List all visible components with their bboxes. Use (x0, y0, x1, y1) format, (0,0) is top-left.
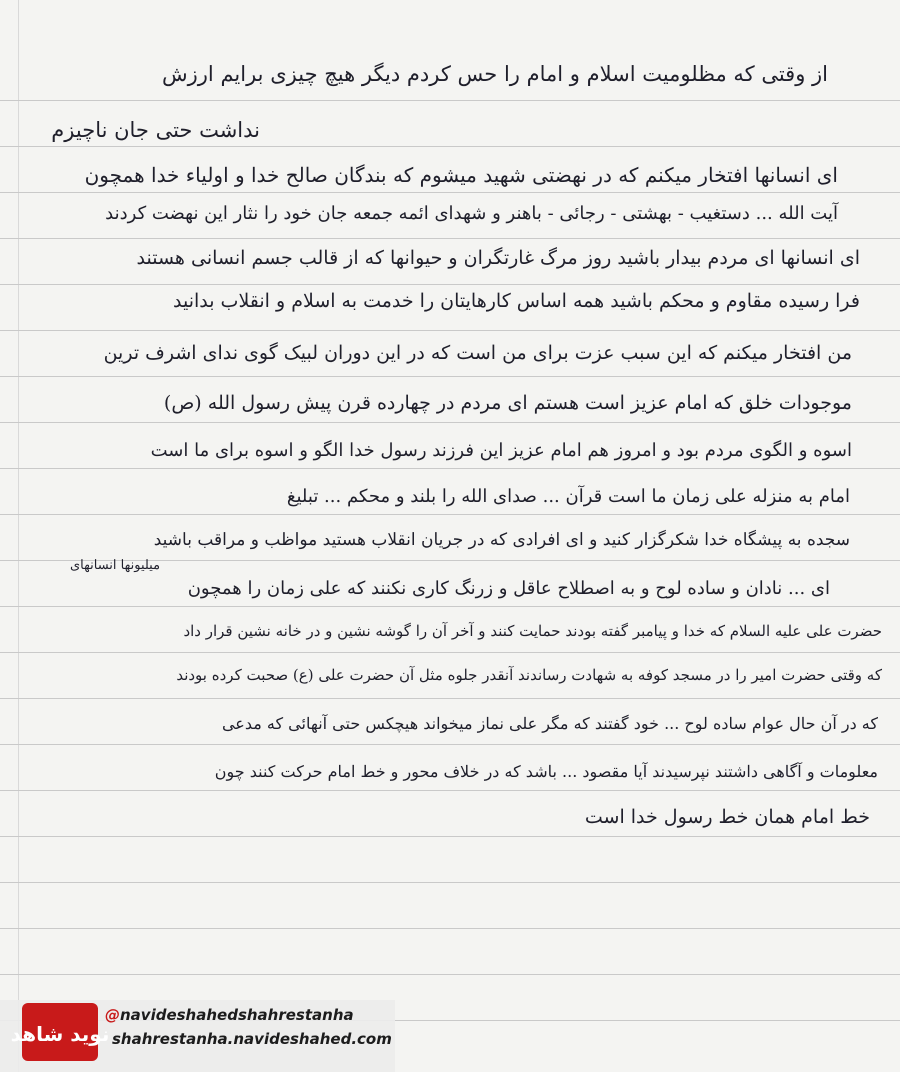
ruled-line (0, 330, 900, 331)
ruled-line (0, 468, 900, 469)
text-line-8: موجودات خلق که امام عزیز است هستم ای مردم در چهارده قرن پیش رسول الله (ص) (163, 392, 852, 414)
text-line-2: نداشت حتی جان ناچیزم (51, 118, 260, 142)
text-line-7: من افتخار میکنم که این سبب عزت برای من است که در این دوران لبیک گوی ندای اشرف ترین (103, 342, 852, 364)
handle-text: navideshahedshahrestanha (120, 1006, 354, 1024)
ruled-line (0, 514, 900, 515)
ruled-line (0, 146, 900, 147)
ruled-line (0, 376, 900, 377)
ruled-line (0, 284, 900, 285)
logo-text: نوید شاهد (10, 1022, 110, 1046)
text-line-1: از وقتی که مظلومیت اسلام و امام را حس کردم دیگر هیچ چیزی برایم ارزش (162, 62, 828, 86)
ruled-line (0, 744, 900, 745)
navideshahed-logo (10, 997, 110, 1061)
website-url: shahrestanha.navideshahed.com (112, 1030, 392, 1048)
text-line-10: امام به منزله علی زمان ما است قرآن ... صدای الله را بلند و محکم ... تبلیغ (286, 486, 850, 507)
ruled-line (0, 928, 900, 929)
text-line-14: که وقتی حضرت امیر را در مسجد کوفه به شهادت رساندند آنقدر جلوه مثل آن حضرت علی (ع) صحبت کرده بودند (176, 666, 882, 684)
text-line-12: ای ... نادان و ساده لوح و به اصطلاح عاقل و زرنگ کاری نکنند که علی زمان را همچون (187, 578, 830, 599)
text-line-13: حضرت علی علیه السلام که خدا و پیامبر گفته بودند حمایت کنند و آخر آن را گوشه نشین و در خانه نشین قرار داد (183, 622, 882, 640)
ruled-line (0, 652, 900, 653)
ruled-line (0, 100, 900, 101)
ruled-line (0, 790, 900, 791)
text-line-11: سجده به پیشگاه خدا شکرگزار کنید و ای افرادی که در جریان انقلاب هستید مواظب و مراقب باشید (153, 530, 850, 550)
ruled-line (0, 606, 900, 607)
text-line-5: ای انسانها ای مردم بیدار باشید روز مرگ غارتگران و حیوانها که از قالب جسم انسانی هستند (136, 247, 860, 269)
ruled-line (0, 882, 900, 883)
text-line-3: ای انسانها افتخار میکنم که در نهضتی شهید میشوم که بندگان صالح خدا و اولیاء خدا همچون (84, 163, 838, 187)
ruled-line (0, 422, 900, 423)
ruled-line (0, 698, 900, 699)
watermark-banner (0, 1000, 395, 1072)
ruled-line (0, 974, 900, 975)
at-sign: @ (105, 1006, 120, 1024)
text-line-4: آیت الله ... دستغیب - بهشتی - رجائی - باهنر و شهدای ائمه جمعه جان خود را نثار این نهضت کردند (105, 203, 838, 224)
text-line-15: که در آن حال عوام ساده لوح ... خود گفتند که مگر علی نماز میخواند هیچکس حتی آنهائی که مدعی (221, 714, 878, 733)
margin-line (18, 0, 19, 1072)
text-line-17: خط امام همان خط رسول خدا است (584, 806, 870, 828)
text-line-6: فرا رسیده مقاوم و محکم باشید همه اساس کارهایتان را خدمت به اسلام و انقلاب بدانید (172, 290, 860, 312)
text-line-9: اسوه و الگوی مردم بود و امروز هم امام عزیز این فرزند رسول خدا الگو و اسوه برای ما است (150, 440, 852, 461)
ruled-line (0, 238, 900, 239)
social-handle (105, 1006, 354, 1024)
interlinear-note: میلیونها انسانهای (70, 558, 161, 573)
ruled-line (0, 192, 900, 193)
ruled-line (0, 836, 900, 837)
text-line-16: معلومات و آگاهی داشتند نپرسیدند آیا مقصود ... باشد که در خلاف محور و خط امام حرکت کنند چون (214, 762, 878, 781)
